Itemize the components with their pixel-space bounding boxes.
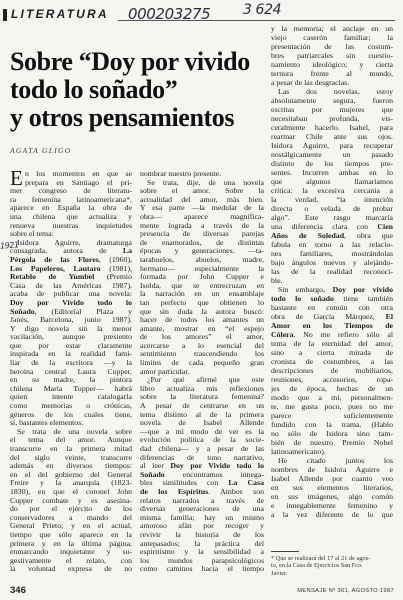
text-run: renueva nuestras inquietudes [10, 220, 132, 230]
text-run: misma familia; hay un mismo [140, 512, 264, 522]
text-line [271, 159, 393, 168]
text-line [271, 321, 393, 330]
text-run: relatos narrados a través de [140, 495, 264, 505]
text-run: nes familiares, mostrándolas [271, 249, 393, 258]
text-run: tema distinto al de la primera [140, 409, 264, 419]
text-column-middle [140, 170, 264, 574]
text-run: que sin duda la autora buscó: [140, 306, 264, 316]
text-run: do por el ejército de los [10, 504, 132, 514]
text-run: sentes. Incurren ambas en lo [271, 168, 393, 177]
text-run: en el del gobierno del General [10, 469, 132, 479]
text-run: bajo ángulos nuevos y alejándo- [271, 258, 393, 267]
text-run: fabula en torno a las relacio- [271, 240, 393, 249]
text-run: Cupper combate y es asesina- [10, 495, 132, 505]
text-run: obra— aparece magnífica- [140, 211, 264, 221]
paragraph [10, 428, 132, 574]
text-run: encontramos innega- [164, 469, 264, 479]
text-line [271, 420, 393, 429]
text-line [271, 384, 393, 393]
text-line [271, 78, 393, 87]
text-run: inspirada en la realidad fami- [10, 349, 132, 359]
text-run: amor particular. [140, 366, 190, 376]
text-run: parece suficientemente [271, 411, 393, 420]
text-run: épocas y generaciones. —ta- [140, 246, 264, 256]
text-run: vacilación, aunque presiento [10, 332, 132, 342]
text-run: mer congreso de literatu- [10, 186, 132, 196]
text-line [271, 213, 393, 222]
text-line [271, 348, 393, 357]
text-run: e innegablemente femenino y [271, 501, 393, 510]
text-run: como caminos hacia el tiempo [140, 564, 264, 574]
text-run: en sus imágenes, algo común [271, 492, 393, 501]
work-title: Pérgola de las Flores [10, 254, 99, 264]
article-title [10, 48, 268, 132]
text-run: namiento ideológico; y cierta [271, 60, 393, 69]
text-run: límites de cada pequeño gran [140, 358, 264, 368]
text-run: 1830), en que el coronel John [10, 486, 132, 496]
text-line [271, 168, 393, 177]
text-run: General Prieto; y en el actual, [10, 521, 132, 531]
paragraph [271, 87, 393, 285]
text-line [271, 294, 393, 303]
text-run: Y digo novela sin la menor [10, 323, 132, 333]
text-run: del siglo veinte, transcurre [10, 452, 132, 462]
text-run: distinto de los tiempos pre- [271, 159, 393, 168]
text-run: transcurre en la primera mitad [10, 444, 132, 453]
text-line [271, 366, 393, 375]
text-line [271, 258, 393, 267]
work-title: Doy por Vivido todo lo [10, 297, 132, 307]
work-title: Cólera [271, 330, 294, 339]
text-line [271, 285, 393, 294]
text-line [271, 474, 393, 483]
text-line [271, 510, 393, 519]
text-run: necesitaban profunda, vis- [271, 114, 393, 123]
text-line [271, 267, 393, 276]
text-line [271, 96, 393, 105]
text-line [271, 393, 393, 402]
text-line [271, 249, 393, 258]
text-run: acercarse a lo esencial del [140, 340, 264, 350]
text-run: antepasados; la práctica del [140, 538, 264, 548]
text-run: libro actualiza mis reflexiones [140, 383, 264, 393]
work-title: Doy por Vivido todo lo [170, 461, 264, 471]
text-run: enmarcando inquietante y su- [10, 547, 132, 557]
text-run: aparece en España la obra de [10, 203, 132, 213]
article-author: AGATA GLIGO [10, 146, 72, 155]
text-line [271, 24, 393, 33]
text-run: Y esa parte —la medular de la [140, 203, 264, 213]
work-title: Soñado [10, 306, 35, 316]
text-run: y la memoria; el anclaje en un [271, 24, 393, 33]
text-run: , (1960), [98, 254, 132, 264]
text-line [10, 565, 132, 574]
text-run: chilena María Tupper— habrá [10, 383, 132, 393]
text-run: géneros de los cuales tiene, [10, 409, 132, 419]
text-run: Isabel Allende por cuanto veo [271, 474, 393, 483]
page-number: 346 [10, 585, 26, 596]
text-run: el tema del amor. Aunque [10, 435, 132, 445]
text-run: tiene también [333, 294, 393, 303]
text-line [271, 438, 393, 447]
text-run: las de la realidad reconoci- [271, 267, 393, 276]
text-run: reuniones, accesorios, ropa- [271, 375, 393, 384]
text-line [271, 339, 393, 348]
text-run: acaba de publicar una novela: [10, 289, 132, 299]
text-run: evolución política de la socie- [140, 435, 264, 445]
text-line [271, 204, 393, 213]
text-line [271, 303, 393, 312]
text-line [271, 87, 393, 96]
text-run: prepara en Santiago el pri- [25, 177, 132, 187]
paragraph [271, 24, 393, 87]
text-run: a la vez diferente de lo que [271, 510, 393, 519]
work-title: Amor en los Tiempos de [271, 321, 393, 330]
text-run: directa o velada de probar [271, 204, 393, 213]
work-title: La [122, 246, 132, 256]
text-run: revivir la historia de los [140, 529, 264, 539]
paragraph [10, 166, 132, 239]
work-title: todo lo soñado [271, 294, 334, 303]
text-run: (Premio [94, 272, 132, 282]
text-line [271, 177, 393, 186]
text-run: de enamorados, de distintas [140, 237, 264, 247]
text-run: modo que a mí, personalmen- [271, 393, 393, 402]
work-title: Soñado [140, 469, 165, 479]
text-run: tiempo que sólo aparece en la [10, 529, 132, 539]
text-run: amoroso afán por recoger y [140, 521, 264, 531]
paragraph [271, 456, 393, 519]
text-column-left [10, 166, 133, 574]
text-run: cronista de costumbres, a las [271, 357, 393, 366]
text-run: fundido con la trama. (Hablo [271, 420, 393, 429]
text-run: diversas generaciones de una [140, 504, 264, 514]
footnote-line: to, en la Casa de Ejercicios San Fco. [271, 562, 363, 570]
text-run: además en diversos tiempos: [10, 461, 132, 471]
text-run: bastante en común con otra [271, 303, 393, 312]
text-run: tema de la eternidad del amor, [271, 339, 393, 348]
text-run: Freire y la anarquía (1823- [10, 478, 132, 488]
text-run: bles similitudes con [140, 478, 229, 488]
text-run: obra de García Márquez, [271, 312, 386, 321]
text-run: formada por John Cupper e [140, 272, 264, 282]
text-run: ternura frente al mundo, [271, 69, 393, 78]
text-run: A pesar de centrarse en un [140, 401, 264, 411]
text-line [271, 375, 393, 384]
work-title: Los Papeleros, Lautaro [10, 263, 101, 273]
text-run: novela de Isabel Allende [140, 418, 264, 428]
work-title: El [385, 312, 393, 321]
text-run: sobre la literatura femenina? [140, 392, 264, 402]
text-run: rearmar Chile ante sus ojos. [271, 132, 393, 141]
work-title: Años de Soledad [271, 231, 345, 240]
text-line [140, 565, 264, 574]
text-run: , obra que [344, 231, 393, 240]
footnote-line: * Que se realizará del 17 al 21 de agos- [271, 555, 371, 562]
text-run: que algunos llamaríamos [271, 177, 393, 186]
text-line [271, 456, 393, 465]
text-line [271, 141, 393, 150]
text-run: descripciones de mobiliarios, [271, 366, 393, 375]
article-title-line: y otros pensamientos [10, 103, 235, 132]
text-run: en sus elementos literarios, [271, 483, 393, 492]
text-line [271, 42, 393, 51]
text-run: quien intente catalogarla [10, 392, 132, 402]
text-run: la verdad, “la intención [271, 195, 393, 204]
work-title: de los Espíritus [140, 486, 209, 496]
text-run: sí, bastantes elementos. [10, 418, 84, 428]
text-column-right [271, 24, 393, 519]
text-run: Isidora Aguirre, dramaturga [17, 237, 132, 247]
text-run: Isolda, que se entrecruzan en [140, 280, 264, 290]
text-run: liar de la escritora —y la [10, 358, 132, 368]
section-marker-bar [3, 9, 7, 21]
text-run: como memorias o crónicas, [10, 401, 132, 411]
text-line [271, 186, 393, 195]
text-run: amante, mostrar en “el espejo [140, 323, 264, 333]
text-run: presentación de las costum- [271, 42, 393, 51]
text-run: no sólo de Isidora sino tam- [271, 429, 393, 438]
text-run: absolutamente segura, fueron [271, 96, 393, 105]
text-line [271, 105, 393, 114]
text-line [271, 114, 393, 123]
work-title: La Casa [228, 478, 265, 488]
text-run: nostálgicamente un pasado [271, 150, 393, 159]
text-run: Isidora Aguirre, para recuperar [271, 141, 393, 150]
text-run: algo”. Este rasgo marcaría [271, 213, 393, 222]
text-line [271, 402, 393, 411]
issue-info: MENSAJE Nº 361, AGOSTO 1987 [297, 588, 394, 594]
text-run: Sin embargo, [278, 285, 333, 294]
text-run: nombrar nuestro presente. [140, 169, 222, 178]
text-run: sobre el amor. Sobre la [140, 186, 264, 196]
text-run: al leer [140, 461, 171, 471]
text-run: ceralmente hacerlo. Isabel, para [271, 123, 393, 132]
text-run: consagrada, autora de [10, 246, 123, 256]
text-run: hacer de todos los amantes un [140, 315, 264, 325]
section-label: LITERATURA [11, 7, 109, 21]
text-run: bres patriarcales sin cuestio- [271, 51, 393, 60]
text-run: nombres de Isidora Aguirre e [271, 465, 393, 474]
text-line [271, 411, 393, 420]
paragraph [140, 376, 264, 574]
text-run: ble. [271, 276, 283, 285]
text-line [271, 132, 393, 141]
article-title-line: todo lo soñado” [10, 75, 178, 104]
text-run: primera y en la última página, [10, 538, 132, 548]
text-run: conservadores a mando del [10, 512, 132, 522]
text-run: sino a cierta mirada de [271, 348, 393, 357]
text-run: Se trata, dije, de una novela [147, 177, 264, 187]
text-run: mente lograda a través de la [140, 220, 264, 230]
text-line [271, 483, 393, 492]
text-run: hermano— especialmente la [140, 263, 264, 273]
text-run: en su madre, la pintora [10, 375, 132, 385]
handwritten-shelf-mark: 3 624 [243, 2, 282, 18]
text-run: latinoamericano). [271, 447, 326, 456]
text-run: presencia de diversas parejas [140, 229, 264, 239]
footnote-line: Javier. [271, 569, 288, 577]
text-run: la voluntad expresa de no [10, 564, 132, 574]
text-run: Se trata de una novela sobre [17, 426, 132, 436]
text-run: escritas por mujeres que [271, 105, 393, 114]
text-run: ra femenina latinoamericana*, [10, 194, 132, 204]
work-title: Doy por vivido [332, 285, 394, 294]
text-run: los mundos parapsicológicos [140, 555, 264, 565]
text-run: diferencias de tono narrativo, [140, 452, 264, 462]
text-run: sobre el tema: [10, 229, 54, 239]
text-run: que por estar claramente [10, 340, 132, 350]
text-line [271, 330, 393, 339]
text-run: jes de época, hechas de un [271, 384, 393, 393]
text-run: (1981), [100, 263, 133, 273]
text-run: Las dos novelas, estoy [278, 87, 393, 96]
text-run: espiritismo y la sensibilidad a [140, 547, 264, 557]
text-run: la narración en un ensamblaje [140, 289, 264, 299]
text-line [271, 312, 393, 321]
text-run: —que a mi modo de ver es la [140, 426, 264, 436]
text-run: He citado juntos los [278, 456, 393, 465]
work-title: Retablo de Yumbel [10, 272, 95, 282]
text-line [271, 123, 393, 132]
paragraph [271, 285, 393, 456]
paragraph [10, 239, 132, 428]
text-run: tan perfecto que obtienen lo [140, 297, 264, 307]
text-run: una diferencia clara con [271, 222, 378, 231]
text-line [271, 51, 393, 60]
text-run: n los momentos en que se [25, 169, 132, 178]
work-title: Cien [377, 222, 393, 231]
footnote [271, 555, 393, 577]
text-line [271, 447, 393, 456]
text-line [271, 231, 393, 240]
text-line [271, 465, 393, 474]
drop-cap: E [10, 166, 23, 190]
text-run: actualidad del amor, más bien. [140, 194, 264, 204]
text-run: heroína central Laura Cupper, [10, 366, 132, 376]
text-run: . Ambos son [208, 486, 264, 496]
article-title-line: Sobre “Doy por vivido [10, 47, 250, 76]
text-run: viejo caserón familiar; la [271, 33, 393, 42]
text-run: dad chilena— y a pesar de las [140, 444, 264, 453]
text-run: a pesar de las desgracias. [271, 78, 350, 87]
text-line [271, 195, 393, 204]
text-line [271, 429, 393, 438]
text-line [271, 222, 393, 231]
text-run: gestivamente el relato, con [10, 555, 132, 565]
text-line [271, 501, 393, 510]
text-line [271, 33, 393, 42]
text-run: tarabuelos, abuelos, madre, [140, 254, 264, 264]
text-line [271, 69, 393, 78]
paragraph [140, 179, 264, 377]
text-run: bién de nuestro Premio Nobel [271, 438, 393, 447]
footnote-rule [271, 551, 299, 552]
text-run: una chilena que actualiza y [10, 211, 132, 221]
text-line [271, 276, 393, 285]
text-run: . No me refiero sólo al [293, 330, 393, 339]
text-run: ¿Por qué afirmé que este [147, 375, 264, 385]
text-line [271, 240, 393, 249]
text-line [271, 150, 393, 159]
text-line [271, 60, 393, 69]
text-run: Casa de las Américas 1987), [10, 280, 132, 290]
text-run: de los amores” el amor, [140, 332, 264, 342]
text-run: crítica: la excesiva cercanía a [271, 186, 393, 195]
text-line [271, 492, 393, 501]
text-run: , (Editorial Plaza y [34, 306, 132, 316]
text-run: Janés, Barcelona, junio 1987). [10, 315, 132, 325]
handwritten-catalog-number: 000203275 [128, 5, 211, 23]
text-run: sentimiento trascendiendo los [140, 349, 264, 359]
handwritten-margin-note: 1921 [0, 240, 20, 251]
text-run: te, me gusta poco, pues no me [271, 402, 393, 411]
text-line [271, 357, 393, 366]
